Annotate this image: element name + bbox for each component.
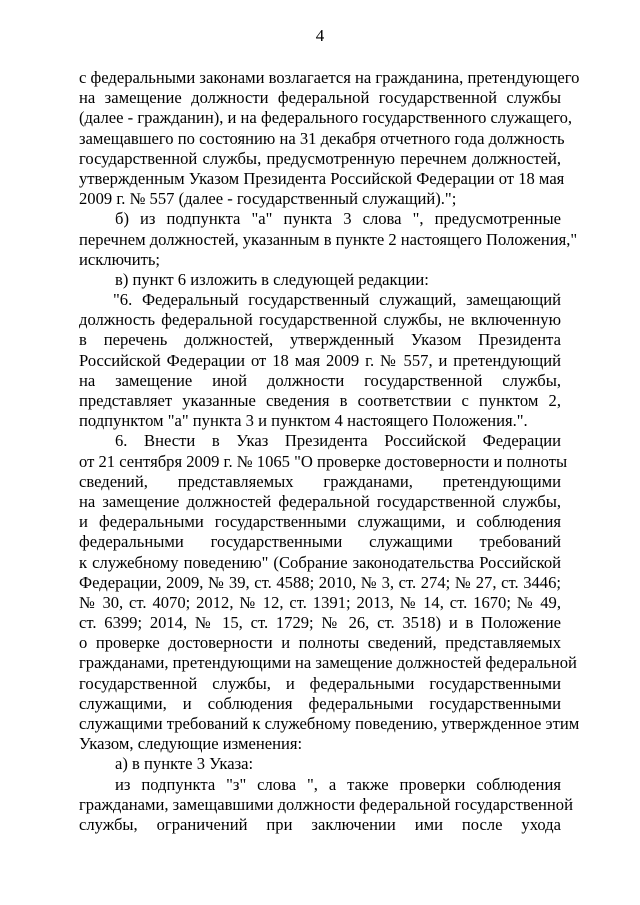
text-line: перечнем должностей, указанным в пункте 2 настоящего Положения," <box>79 229 578 249</box>
text-line: представляет указанные сведения в соответствии с пунктом 2, <box>79 391 561 410</box>
text-line: подпунктом "а" пункта 3 и пунктом 4 настоящего Положения.". <box>79 411 528 431</box>
text-line: 2009 г. № 557 (далее - государственный служащий)."; <box>79 189 457 209</box>
text-line: Федерации, 2009, № 39, ст. 4588; 2010, № 3, ст. 274; № 27, ст. 3446; <box>79 572 561 592</box>
text-line: в) пункт 6 изложить в следующей редакции: <box>115 269 429 289</box>
text-line: ст. 6399; 2014, № 15, ст. 1729; № 26, ст. 3518) и в Положение <box>79 613 561 633</box>
text-line: сведений, представляемых гражданами, претендующими <box>79 471 561 491</box>
text-line: государственной службы, предусмотренную перечнем должностей, <box>79 148 561 168</box>
text-line: федеральными государственными служащими требований <box>79 532 561 552</box>
document-text <box>79 68 580 835</box>
text-line: на замещение должностей федеральной государственной службы, <box>79 491 561 511</box>
text-line: исключить; <box>79 249 161 269</box>
text-line: Указом, следующие изменения: <box>79 734 303 754</box>
text-line: государственной службы, и федеральными государственными <box>79 673 561 693</box>
text-line: из подпункта "з" слова ", а также проверки соблюдения <box>115 774 561 794</box>
text-line: б) из подпункта "а" пункта 3 слова ", предусмотренные <box>115 209 561 229</box>
text-line: гражданами, замещавшими должности федеральной государственной <box>79 794 573 814</box>
text-line: должность федеральной государственной службы, не включенную <box>79 310 561 330</box>
text-line: служащими, и соблюдения федеральными государственными <box>79 693 561 713</box>
text-line: о проверке достоверности и полноты сведений, представляемых <box>79 633 561 653</box>
text-line: "6. Федеральный государственный служащий, замещающий <box>113 290 561 310</box>
text-line: Российской Федерации от 18 мая 2009 г. № 557, и претендующий <box>79 350 561 370</box>
page-number: 4 <box>315 26 325 45</box>
text-line: а) в пункте 3 Указа: <box>115 754 254 774</box>
text-line: служащими требований к служебному поведению, утвержденное этим <box>79 714 580 733</box>
text-line: к служебному поведению" (Собрание законодательства Российской <box>79 552 561 572</box>
text-line: службы, ограничений при заключении ими после ухода <box>79 814 561 834</box>
text-line: на замещение иной должности государственной службы, <box>79 370 561 390</box>
text-line: 6. Внести в Указ Президента Российской Федерации <box>115 431 561 451</box>
text-line: утвержденным Указом Президента Российской Федерации от 18 мая <box>79 168 565 188</box>
text-line: гражданами, претендующими на замещение должностей федеральной <box>79 653 577 673</box>
text-line: № 30, ст. 4070; 2012, № 12, ст. 1391; 2013, № 14, ст. 1670; № 49, <box>79 592 561 612</box>
text-line: и федеральными государственными служащими, и соблюдения <box>79 512 561 532</box>
text-line: от 21 сентября 2009 г. № 1065 "О проверке достоверности и полноты <box>79 451 568 471</box>
text-line: с федеральными законами возлагается на гражданина, претендующего <box>79 68 580 87</box>
text-line: (далее - гражданин), и на федерального государственного служащего, <box>79 108 573 128</box>
text-line: на замещение должности федеральной государственной службы <box>79 88 561 108</box>
text-line: замещавшего по состоянию на 31 декабря отчетного года должность <box>79 128 565 148</box>
text-line: в перечень должностей, утвержденный Указом Президента <box>79 330 561 350</box>
